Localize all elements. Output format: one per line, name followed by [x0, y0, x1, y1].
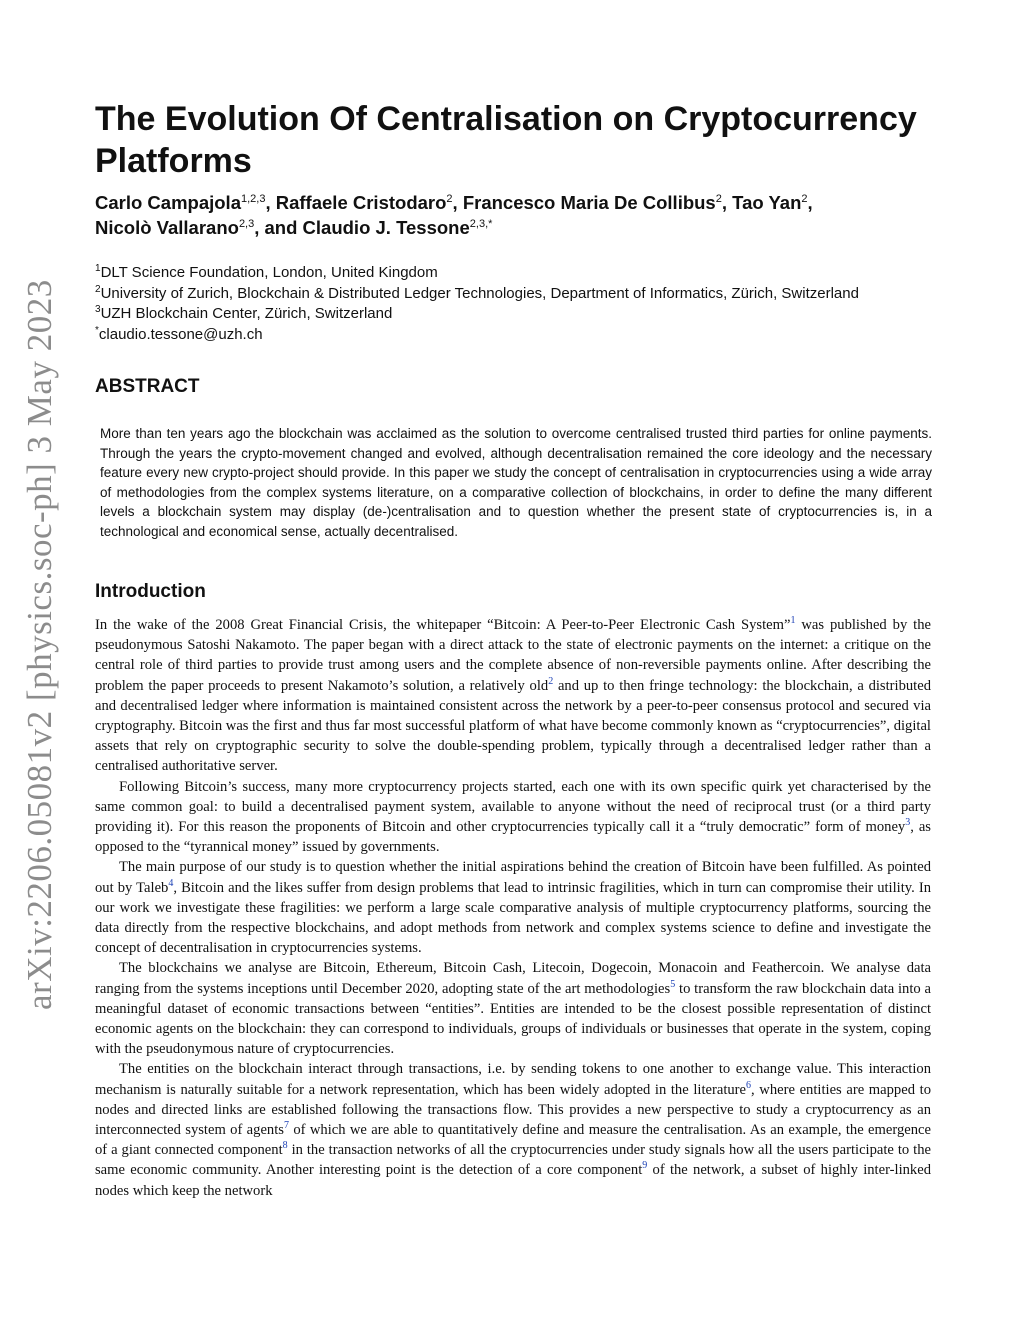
citation-link[interactable]: 6: [746, 1079, 752, 1091]
affiliation: $^1$DLT Science Foundation, London, United Kingdom: [95, 263, 438, 281]
citation-link[interactable]: 7: [283, 1120, 289, 1132]
author: Claudio J. Tessone$^{2,3,*}$: [302, 217, 493, 238]
paper-title: The Evolution Of Centralisation on Cryptocurrency Platforms: [95, 100, 917, 180]
abstract-heading: ABSTRACT: [95, 376, 200, 397]
citation-link[interactable]: 5: [670, 978, 676, 990]
author: Tao Yan$^2$,: [732, 192, 813, 213]
citation-link[interactable]: 9: [642, 1160, 648, 1172]
author: Raffaele Cristodaro$^2$,: [275, 192, 463, 213]
citation-link[interactable]: 2: [548, 675, 554, 687]
affiliation-list: [95, 263, 955, 345]
citation-link[interactable]: 3: [905, 817, 911, 829]
paragraph: The entities on the blockchain interact through transactions, i.e. by sending tokens to one another to exchange value. This interaction mechanism is naturally suitable for a network representation, which has been widely adopted in the literature$^6$, where entities are mapped to nodes and directed links are established following the transactions flow. This provides a new perspective to study a cryptocurrency as an interconnected system of agents$^7$ of which we are able to quantitatively define and measure the centralisation. As an example, the emergence of a giant connected component$^8$ in the transaction networks of all the cryptocurrencies under study signals how all the users participate to the same economic community. Another interesting point is the detection of a core component$^9$ of the network, a subset of highly inter-linked nodes which keep the network: [95, 1061, 931, 1199]
affiliation: $^3$UZH Blockchain Center, Zürich, Switzerland: [95, 304, 393, 322]
introduction-body: [95, 615, 931, 1201]
author: Carlo Campajola$^{1,2,3}$,: [95, 192, 276, 213]
citation-link[interactable]: 4: [168, 877, 174, 889]
citation-link[interactable]: 1: [790, 615, 796, 627]
arxiv-identifier: arXiv:2206.05081v2 [physics.soc-ph] 3 May 2023: [20, 279, 59, 1010]
paragraph: The main purpose of our study is to question whether the initial aspirations behind the creation of Bitcoin have been fulfilled. As pointed out by Taleb$^4$, Bitcoin and the likes suffer from design problems that lead to intrinsic fragilities, which in turn can compromise their utility. In our work we investigate these fragilities: we perform a large scale comparative analysis of multiple cryptocurrency platforms, sourcing the data directly from the respective blockchains, and adopt methods from network and complex systems science to define and investigate the concept of decentralisation in cryptocurrencies systems.: [95, 859, 931, 957]
affiliation: $^2$University of Zurich, Blockchain & Distributed Ledger Technologies, Department of Informatics, Zürich, Switzerland: [95, 283, 859, 302]
citation-link[interactable]: 8: [282, 1140, 288, 1152]
author-list: [95, 190, 955, 240]
paragraph: Following Bitcoin’s success, many more cryptocurrency projects started, each one with its own specific quirk yet characterised by the same common goal: to build a decentralised payment system, available to anyone without the need of reciprocal trust (or a third party providing it). For this reason the proponents of Bitcoin and other cryptocurrencies typically call it a “truly democratic” form of money$^3$, as opposed to the “tyrannical money” issued by governments.: [95, 778, 931, 856]
paragraph: In the wake of the 2008 Great Financial Crisis, the whitepaper “Bitcoin: A Peer-to-Peer Electronic Cash System”$^1$ was published by the pseudonymous Satoshi Nakamoto. The paper began with a direct attack to the state of electronic payments on the internet: a critique on the central role of third parties to provide trust among users and the complete absence of non-reversible payments online. After describing the problem the paper proceeds to present Nakamoto’s solution, a relatively old$^2$ and up to then fringe technology: the blockchain, a distributed and decentralised ledger where information is maintained consistent across the network by a peer-to-peer consensus protocol and secured via cryptography. Bitcoin was the first and thus far most successful platform of what have become commonly known as “cryptocurrencies”, digital assets that rely on cryptographic security to solve the double-spending problem, typically through a decentralised ledger rather than a centralised authoritative server.: [95, 615, 931, 775]
introduction-heading: Introduction: [95, 581, 206, 602]
author: Francesco Maria De Collibus$^2$,: [462, 192, 733, 213]
author: Nicolò Vallarano$^{2,3}$, and: [95, 217, 303, 238]
corresponding-email: *claudio.tessone@uzh.ch: [95, 324, 263, 343]
abstract-text: More than ten years ago the blockchain was acclaimed as the solution to overcome centralised trusted third parties for online payments. Through the years the crypto-movement changed and evolved, although decentralisation remained the core ideology and the necessary feature every new crypto-project should provide. In this paper we study the concept of centralisation in cryptocurrencies using a wide array of methodologies from the complex systems literature, on a comparative collection of blockchains, in order to define the many different levels a blockchain system may display (de-)centralisation and to question whether the present state of cryptocurrencies is, in a technological and economical sense, actually decentralised.: [100, 426, 932, 539]
paragraph: The blockchains we analyse are Bitcoin, Ethereum, Bitcoin Cash, Litecoin, Dogecoin, Monacoin and Feathercoin. We analyse data ranging from the systems inceptions until December 2020, adopting state of the art methodologies$^5$ to transform the raw blockchain data into a meaningful dataset of economic transactions between “entities”. Entities are intended to be the closest possible representation of distinct economic agents on the blockchain: they can correspond to individuals, groups of individuals or businesses that operate in the system, coping with the pseudonymous nature of cryptocurrencies.: [95, 960, 931, 1058]
